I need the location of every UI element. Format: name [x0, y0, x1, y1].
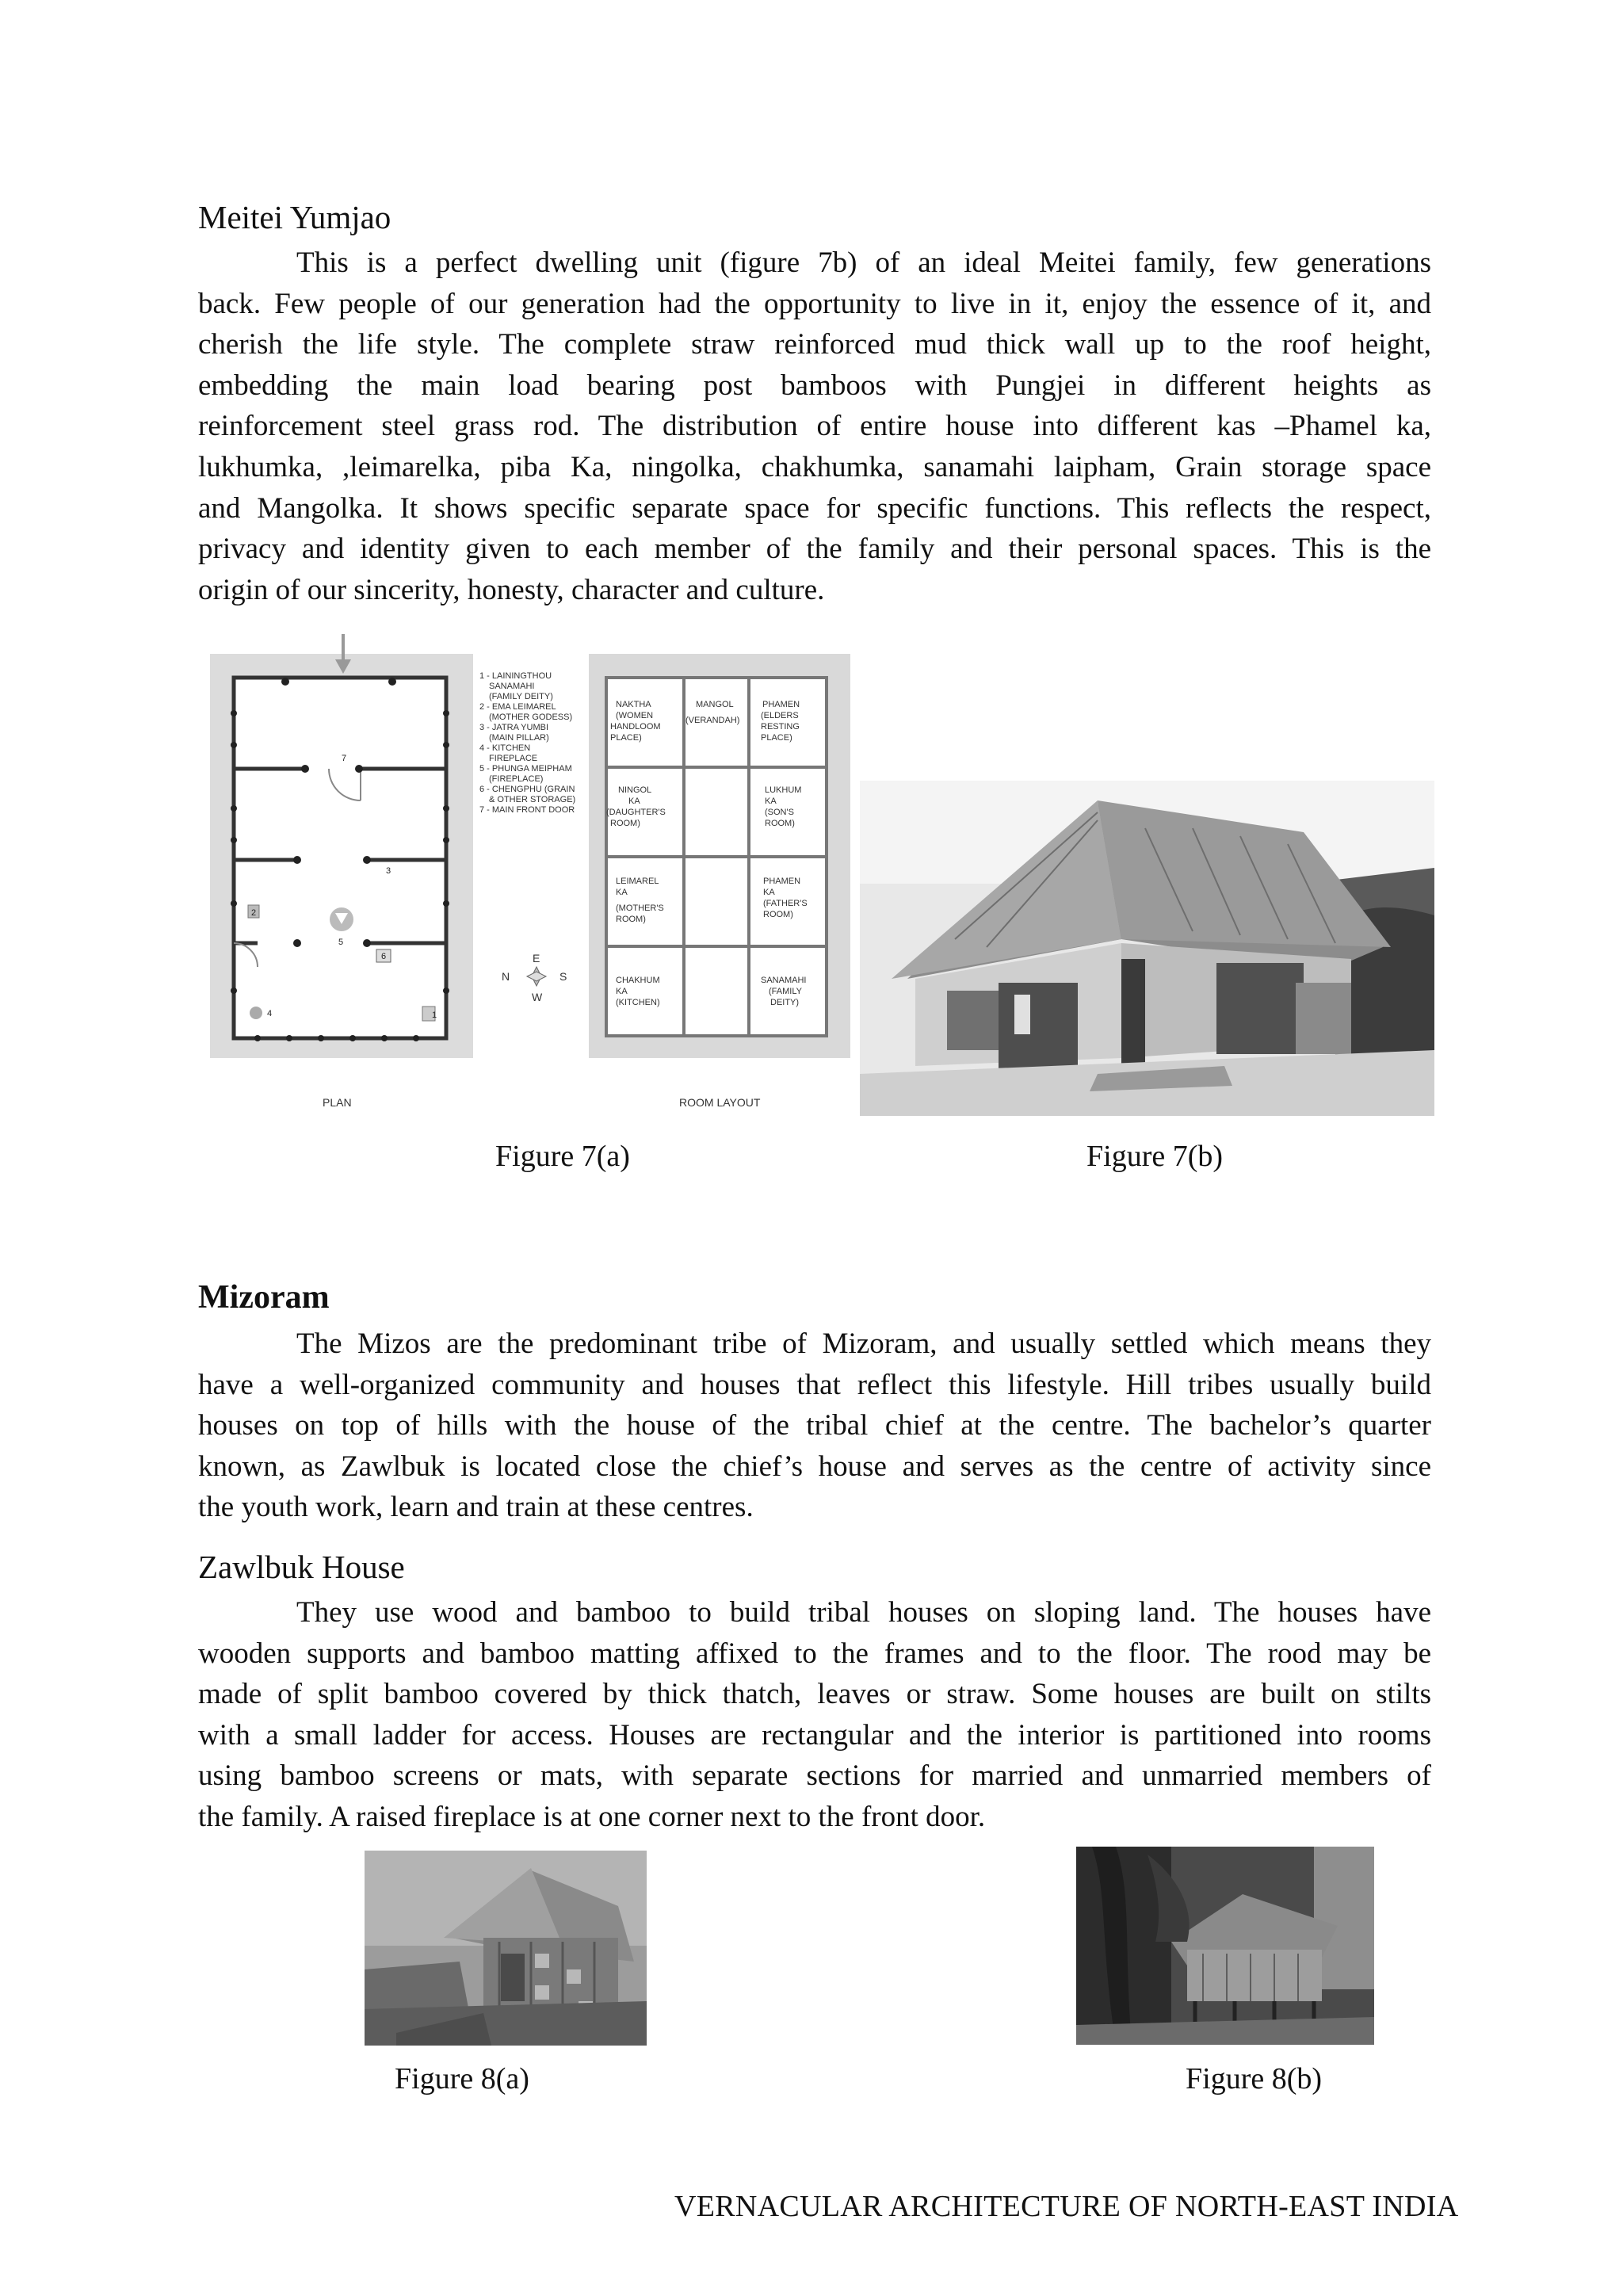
- paragraph-mizoram: [198, 1324, 1431, 1528]
- svg-text:(SON'S: (SON'S: [765, 808, 794, 817]
- compass-w: W: [532, 991, 543, 1003]
- compass-e: E: [533, 952, 540, 965]
- figure-7b-thatched-house-photo: [860, 781, 1434, 1116]
- text-line: the youth work, learn and train at these centres.: [198, 1491, 754, 1524]
- svg-text:HANDLOOM: HANDLOOM: [610, 722, 661, 732]
- svg-text:DEITY): DEITY): [770, 998, 800, 1007]
- svg-text:(MOTHER'S: (MOTHER'S: [616, 904, 664, 913]
- svg-text:3 - JATRA YUMBI: 3 - JATRA YUMBI: [479, 723, 549, 732]
- plan-number-2: 2: [250, 908, 257, 918]
- text-line: The Mizos are the predominant tribe of Mizoram, and usually settled which means they: [296, 1328, 1431, 1360]
- text-line: the family. A raised fireplace is at one corner next to the front door.: [198, 1800, 986, 1833]
- svg-text:PHAMEN: PHAMEN: [763, 877, 801, 886]
- figure-7a-plan-diagram: [210, 634, 860, 1117]
- plan-label: PLAN: [323, 1096, 352, 1109]
- text-line: houses on top of hills with the house of the tribal chief at the centre. The bachelor’s quarter: [198, 1409, 1431, 1442]
- svg-text:6 - CHENGPHU (GRAIN: 6 - CHENGPHU (GRAIN: [479, 785, 575, 794]
- svg-text:ROOM): ROOM): [610, 819, 640, 828]
- plan-number-5: 5: [338, 938, 344, 947]
- text-line: back. Few people of our generation had the opportunity to live in it, enjoy the essence of it, and: [198, 287, 1431, 320]
- svg-text:FIREPLACE: FIREPLACE: [489, 754, 538, 763]
- section-heading-zawlbuk-house: Zawlbuk House: [198, 1549, 405, 1585]
- svg-text:KA: KA: [763, 888, 775, 897]
- text-line: using bamboo screens or mats, with separate sections for married and unmarried members of: [198, 1759, 1431, 1793]
- compass-n: N: [502, 970, 510, 983]
- svg-text:(WOMEN: (WOMEN: [616, 711, 654, 720]
- text-line: This is a perfect dwelling unit (figure 7b) of an ideal Meitei family, few generations: [296, 246, 1431, 279]
- svg-text:(FATHER'S: (FATHER'S: [763, 899, 808, 908]
- text-line: lukhumka, ,leimarelka, piba Ka, ningolka, chakhumka, sanamahi laipham, Grain storage space: [198, 450, 1431, 483]
- svg-text:(FIREPLACE): (FIREPLACE): [489, 774, 544, 784]
- compass-s: S: [559, 970, 567, 983]
- text-line: embedding the main load bearing post bamboos with Pungjei in different heights as: [198, 369, 1431, 402]
- svg-text:NINGOL: NINGOL: [618, 785, 652, 795]
- text-line: and Mangolka. It shows specific separate space for specific functions. This reflects the respect,: [198, 491, 1431, 525]
- text-line: They use wood and bamboo to build tribal houses on sloping land. The houses have: [296, 1596, 1431, 1629]
- svg-text:(MOTHER GODESS): (MOTHER GODESS): [489, 712, 573, 722]
- svg-text:(ELDERS: (ELDERS: [761, 711, 799, 720]
- plan-number-6: 6: [380, 952, 387, 961]
- plan-number-4: 4: [267, 1009, 273, 1018]
- svg-text:(DAUGHTER'S: (DAUGHTER'S: [606, 808, 666, 817]
- svg-text:KA: KA: [616, 888, 628, 897]
- compass-rose: [502, 952, 567, 1003]
- svg-text:PLACE): PLACE): [761, 733, 792, 743]
- svg-text:5 - PHUNGA MEIPHAM: 5 - PHUNGA MEIPHAM: [479, 764, 572, 774]
- plan-number-3: 3: [386, 866, 391, 876]
- room-layout-label: ROOM LAYOUT: [679, 1096, 761, 1109]
- svg-text:SANAMAHI: SANAMAHI: [761, 976, 807, 985]
- section-heading-mizoram: Mizoram: [198, 1279, 330, 1316]
- caption-figure-8a: Figure 8(a): [395, 2062, 529, 2095]
- svg-text:KA: KA: [628, 797, 640, 806]
- svg-text:ROOM): ROOM): [616, 915, 646, 924]
- text-line: origin of our sincerity, honesty, character and culture.: [198, 573, 825, 606]
- text-line: made of split bamboo covered by thick thatch, leaves or straw. Some houses are built on stilts: [198, 1678, 1431, 1711]
- plan-number-7: 7: [342, 754, 347, 763]
- svg-text:& OTHER STORAGE): & OTHER STORAGE): [489, 795, 576, 804]
- svg-text:KA: KA: [765, 797, 777, 806]
- text-line: have a well-organized community and houses that reflect this lifestyle. Hill tribes usually build: [198, 1368, 1431, 1401]
- plan-number-1: 1: [431, 1010, 437, 1020]
- text-line: wooden supports and bamboo matting affixed to the frames and to the floor. The rood may be: [198, 1637, 1431, 1670]
- svg-text:NAKTHA: NAKTHA: [616, 700, 651, 709]
- svg-text:(VERANDAH): (VERANDAH): [685, 716, 740, 725]
- text-line: reinforcement steel grass rod. The distribution of entire house into different kas –Phamel ka,: [198, 410, 1431, 443]
- svg-text:4 - KITCHEN: 4 - KITCHEN: [479, 743, 531, 753]
- text-line: with a small ladder for access. Houses are rectangular and the interior is partitioned into rooms: [198, 1718, 1431, 1752]
- svg-text:MANGOL: MANGOL: [696, 700, 734, 709]
- text-line: privacy and identity given to each member of the family and their personal spaces. This is the: [198, 533, 1431, 566]
- svg-text:LUKHUM: LUKHUM: [765, 785, 802, 795]
- svg-text:CHAKHUM: CHAKHUM: [616, 976, 660, 985]
- caption-figure-7a: Figure 7(a): [495, 1140, 630, 1173]
- text-line: known, as Zawlbuk is located close the chief’s house and serves as the centre of activity since: [198, 1450, 1431, 1483]
- svg-text:ROOM): ROOM): [765, 819, 795, 828]
- plan-legend: [479, 671, 575, 815]
- svg-text:(FAMILY: (FAMILY: [769, 987, 802, 996]
- svg-text:(KITCHEN): (KITCHEN): [616, 998, 660, 1007]
- svg-text:(MAIN PILLAR): (MAIN PILLAR): [489, 733, 549, 743]
- svg-text:7 - MAIN FRONT DOOR: 7 - MAIN FRONT DOOR: [479, 805, 575, 815]
- svg-text:2 - EMA LEIMAREL: 2 - EMA LEIMAREL: [479, 702, 556, 712]
- svg-text:SANAMAHI: SANAMAHI: [489, 682, 535, 691]
- page-footer: VERNACULAR ARCHITECTURE OF NORTH-EAST INDIA: [674, 2190, 1459, 2223]
- svg-text:PLACE): PLACE): [610, 733, 642, 743]
- paragraph-zawlbuk-house: [198, 1592, 1431, 1838]
- svg-text:LEIMAREL: LEIMAREL: [616, 877, 659, 886]
- svg-text:PHAMEN: PHAMEN: [762, 700, 800, 709]
- svg-text:ROOM): ROOM): [763, 910, 793, 919]
- figure-8b-zawlbuk-stilt-house-photo: [1076, 1847, 1374, 2045]
- caption-figure-8b: Figure 8(b): [1186, 2062, 1323, 2095]
- svg-text:KA: KA: [616, 987, 628, 996]
- svg-text:RESTING: RESTING: [761, 722, 800, 732]
- figure-8a-zawlbuk-house-photo: [365, 1851, 647, 2046]
- text-line: cherish the life style. The complete straw reinforced mud thick wall up to the roof height,: [198, 328, 1431, 361]
- section-heading-meitei-yumjao: Meitei Yumjao: [198, 199, 391, 235]
- svg-text:(FAMILY DEITY): (FAMILY DEITY): [489, 692, 553, 701]
- marker-kitchen-fireplace: [250, 1007, 262, 1019]
- paragraph-meitei-yumjao: [198, 243, 1431, 610]
- svg-text:1 - LAININGTHOU: 1 - LAININGTHOU: [479, 671, 552, 681]
- caption-figure-7b: Figure 7(b): [1086, 1140, 1224, 1173]
